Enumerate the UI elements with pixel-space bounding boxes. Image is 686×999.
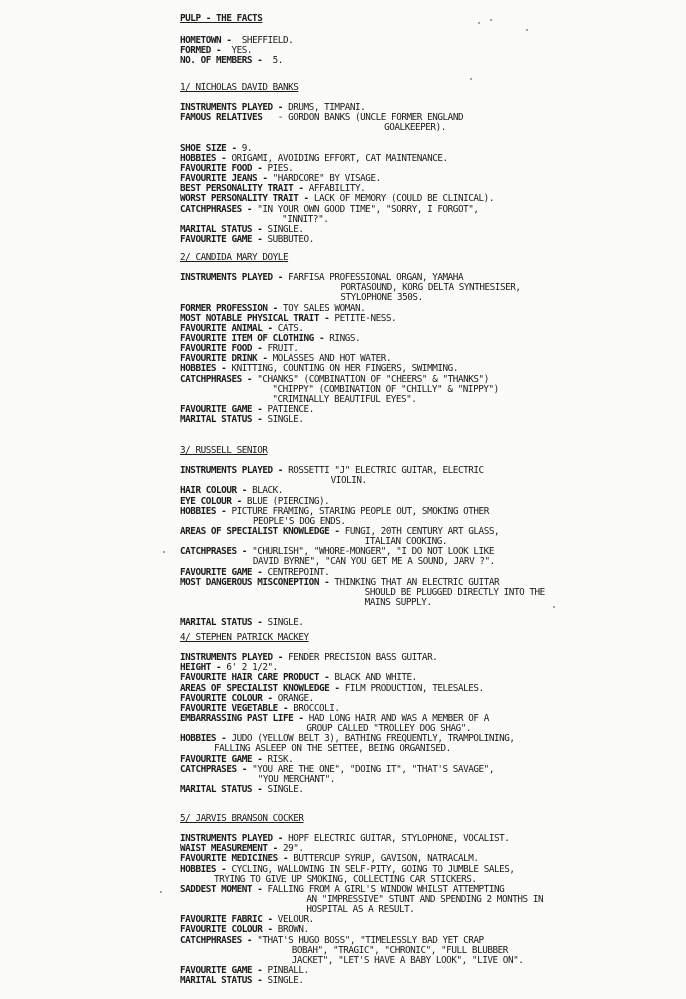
field-value: BUTTERCUP SYRUP, GAVISON, NATRACALM. <box>293 853 479 865</box>
member-section-2 <box>180 253 680 425</box>
field-value: VIOLIN. <box>330 475 367 487</box>
field-label: FAVOURITE COLOUR - <box>180 692 278 704</box>
field-value: SINGLE. <box>267 975 304 987</box>
field-label: FAVOURITE FABRIC - <box>180 914 278 926</box>
field-label: FAVOURITE GAME - <box>180 403 268 415</box>
member-fact-line <box>180 765 680 775</box>
field-label: CATCHPHRASES - <box>180 203 258 215</box>
field-label: INSTRUMENTS PLAYED - <box>180 102 289 114</box>
field-label: INSTRUMENTS PLAYED - <box>180 833 289 845</box>
field-value: SINGLE. <box>267 783 304 795</box>
field-value: SINGLE. <box>267 414 304 426</box>
field-value: BLACK. <box>252 485 283 497</box>
field-value: BOBAH", "TRAGIC", "CHRONIC", "FULL BLUBBER <box>291 944 508 956</box>
member-fact-line <box>180 895 680 905</box>
field-value: PICTURE FRAMING, STARING PEOPLE OUT, SMOKING OTHER <box>231 505 489 517</box>
field-label: FAVOURITE GAME - <box>180 566 268 578</box>
field-value: HOPF ELECTRIC GUITAR, STYLOPHONE, VOCALIST. <box>288 833 510 845</box>
field-value: GOALKEEPER). <box>384 122 446 134</box>
field-value: TOY SALES WOMAN. <box>282 302 366 314</box>
member-fact-line <box>180 205 680 215</box>
field-label: CATCHPHRASES - <box>180 934 258 946</box>
field-value: CYCLING, WALLOWING IN SELF-PITY, GOING TO JUMBLE SALES, <box>231 863 515 875</box>
field-value: "HARDCORE" BY VISAGE. <box>272 173 381 185</box>
field-value: SUBBUTEO. <box>267 233 314 245</box>
field-value: "YOU MERCHANT". <box>257 773 335 785</box>
field-label: EYE COLOUR - <box>180 495 247 507</box>
field-label: FAVOURITE GAME - <box>180 233 268 245</box>
field-label: FAVOURITE JEANS - <box>180 173 273 185</box>
field-value: RISK. <box>267 753 294 765</box>
scan-speck <box>163 551 165 553</box>
field-value: AFFABILITY. <box>308 183 366 195</box>
field-value: "INNIT?". <box>282 213 329 225</box>
field-label: FAVOURITE VEGETABLE - <box>180 702 294 714</box>
fact-line <box>180 36 680 46</box>
field-value: ROSSETTI "J" ELECTRIC GUITAR, ELECTRIC <box>288 465 484 477</box>
field-label: FAVOURITE HAIR CARE PRODUCT - <box>180 672 335 684</box>
field-value: AN "IMPRESSIVE" STUNT AND SPENDING 2 MONTHS IN <box>306 893 544 905</box>
field-label: FAVOURITE DRINK - <box>180 353 273 365</box>
field-value: FENDER PRECISION BASS GUITAR. <box>288 652 438 664</box>
scan-speck <box>526 29 528 31</box>
field-value: STYLOPHONE 350S. <box>340 292 423 304</box>
field-value: RINGS. <box>329 332 361 344</box>
field-label: FAVOURITE ITEM OF CLOTHING - <box>180 332 330 344</box>
field-value: MAINS SUPPLY. <box>364 596 432 608</box>
member-fact-line <box>180 134 680 144</box>
field-label: FORMER PROFESSION - <box>180 302 283 314</box>
member-fact-line <box>180 283 680 293</box>
field-value: "YOU ARE THE ONE", "DOING IT", "THAT'S SAVAGE", <box>252 763 494 775</box>
field-value: FUNGI, 20TH CENTURY ART GLASS, <box>344 525 500 537</box>
field-value: FRUIT. <box>267 343 299 355</box>
field-label: INSTRUMENTS PLAYED - <box>180 465 289 477</box>
field-label: FORMED - <box>180 45 227 57</box>
field-label: AREAS OF SPECIALIST KNOWLEDGE - <box>180 682 345 694</box>
field-value: "THAT'S HUGO BOSS", "TIMELESSLY BAD YET CRAP <box>257 934 484 946</box>
field-value: KNITTING, COUNTING ON HER FINGERS, SWIMMING. <box>231 363 458 375</box>
field-label: MOST DANGEROUS MISCONEPTION - <box>180 576 335 588</box>
field-value: JACKET", "LET'S HAVE A BABY LOOK", "LIVE ON". <box>291 954 524 966</box>
member-fact-line <box>180 123 680 133</box>
field-value: FALLING ASLEEP ON THE SETTEE, BEING ORGANISED. <box>214 743 451 755</box>
field-value: 9. <box>241 142 253 154</box>
field-value: - GORDON BANKS (UNCLE FORMER ENGLAND <box>267 112 464 124</box>
field-value: BLACK AND WHITE. <box>334 672 417 684</box>
field-label: SADDEST MOMENT - <box>180 883 268 895</box>
member-fact-line <box>180 598 680 608</box>
field-value: "CHURLISH", "WHORE-MONGER", "I DO NOT LOOK LIKE <box>252 546 494 558</box>
field-value: ORIGAMI, AVOIDING EFFORT, CAT MAINTENANCE. <box>231 152 448 164</box>
document-header <box>180 14 680 24</box>
field-value: PETITE-NESS. <box>334 312 397 324</box>
member-heading: 3/ RUSSELL SENIOR <box>180 445 268 456</box>
scan-speck <box>160 891 162 893</box>
field-value: DRUMS, TIMPANI. <box>288 102 366 114</box>
member-fact-line <box>180 976 680 986</box>
field-value: YES. <box>226 45 253 57</box>
scan-speck <box>490 19 492 21</box>
member-heading: 5/ JARVIS BRANSON COCKER <box>180 813 304 824</box>
field-value: BROWN. <box>277 924 309 936</box>
field-value: GROUP CALLED "TROLLEY DOG SHAG". <box>306 723 472 735</box>
field-value: SHEFFIELD. <box>236 35 294 46</box>
field-label: HOBBIES - <box>180 505 232 517</box>
field-label: HEIGHT - <box>180 662 227 674</box>
field-label: BEST PERSONALITY TRAIT - <box>180 183 309 195</box>
field-label: HOBBIES - <box>180 363 232 375</box>
field-value: 5. <box>267 55 283 67</box>
fact-line <box>180 56 680 66</box>
field-value: ORANGE. <box>277 692 314 704</box>
field-label: MARITAL STATUS - <box>180 975 268 987</box>
field-value: BLUE (PIERCING). <box>246 495 330 507</box>
field-value: CENTREPOINT. <box>267 566 330 578</box>
field-label: MARITAL STATUS - <box>180 617 268 629</box>
field-value: "CRIMINALLY BEAUTIFUL EYES". <box>272 393 417 405</box>
field-label: MARITAL STATUS - <box>180 223 268 235</box>
field-label: HOBBIES - <box>180 863 232 875</box>
field-label: FAVOURITE GAME - <box>180 753 268 765</box>
field-label: HOBBIES - <box>180 733 232 745</box>
field-value: JUDO (YELLOW BELT 3), BATHING FREQUENTLY, TRAMPOLINING, <box>231 733 515 745</box>
field-label: EMBARRASSING PAST LIFE - <box>180 712 309 724</box>
field-label: CATCHPRASES - <box>180 546 253 558</box>
document-title: PULP - THE FACTS <box>180 13 263 24</box>
scan-speck <box>553 606 555 608</box>
field-label: FAVOURITE MEDICINES - <box>180 853 294 865</box>
member-fact-line <box>180 785 680 795</box>
member-section-1 <box>180 83 680 245</box>
field-value: SHOULD BE PLUGGED DIRECTLY INTO THE <box>364 586 545 598</box>
field-value: VELOUR. <box>277 914 314 926</box>
field-value: PEOPLE'S DOG ENDS. <box>252 515 346 527</box>
field-value: THINKING THAT AN ELECTRIC GUITAR <box>334 576 500 588</box>
member-fact-line <box>180 235 680 245</box>
field-label: FAVOURITE ANIMAL - <box>180 322 278 334</box>
band-facts <box>180 36 680 66</box>
field-value: LACK OF MEMORY (COULD BE CLINICAL). <box>313 193 494 205</box>
field-value: ITALIAN COOKING. <box>364 536 448 548</box>
field-label: INSTRUMENTS PLAYED - <box>180 652 289 664</box>
field-value: BROCCOLI. <box>293 702 340 714</box>
field-label: FAVOURITE COLOUR - <box>180 924 278 936</box>
field-label: FAVOURITE FOOD - <box>180 343 268 355</box>
field-label: INSTRUMENTS PLAYED - <box>180 272 289 284</box>
scan-speck <box>478 22 480 24</box>
field-value: TRYING TO GIVE UP SMOKING, COLLECTING CAR STICKERS. <box>214 873 477 885</box>
field-value: PIES. <box>267 162 294 174</box>
member-fact-line <box>180 415 680 425</box>
member-section-4 <box>180 633 680 795</box>
field-value: FILM PRODUCTION, TELESALES. <box>344 682 484 694</box>
member-fact-line <box>180 466 680 476</box>
field-label: FAVOURITE FOOD - <box>180 162 268 174</box>
field-label: FAMOUS RELATIVES <box>180 112 268 124</box>
field-label: HOMETOWN - <box>180 35 237 46</box>
field-value: HOSPITAL AS A RESULT. <box>306 904 415 916</box>
field-value: PATIENCE. <box>267 403 314 415</box>
member-fact-line <box>180 385 680 395</box>
field-value: 6' 2 1/2". <box>226 662 278 674</box>
field-value: PINBALL. <box>267 964 309 976</box>
field-label: NO. OF MEMBERS - <box>180 55 268 67</box>
member-heading: 4/ STEPHEN PATRICK MACKEY <box>180 632 309 643</box>
field-label: WORST PERSONALITY TRAIT - <box>180 193 314 205</box>
field-label: MOST NOTABLE PHYSICAL TRAIT - <box>180 312 335 324</box>
field-label: WAIST MEASUREMENT - <box>180 843 283 855</box>
field-value: FARFISA PROFESSIONAL ORGAN, YAMAHA <box>288 272 464 284</box>
field-label: FAVOURITE GAME - <box>180 964 268 976</box>
field-value: FALLING FROM A GIRL'S WINDOW WHILST ATTEMPTING <box>267 883 505 895</box>
field-label: CATCHPRASES - <box>180 763 253 775</box>
field-value: "CHANKS" (COMBINATION OF "CHEERS" & "THANKS") <box>257 373 489 385</box>
member-heading: 1/ NICHOLAS DAVID BANKS <box>180 82 299 93</box>
field-label: CATCHPHRASES - <box>180 373 258 385</box>
field-value: SINGLE. <box>267 617 304 629</box>
field-label: AREAS OF SPECIALIST KNOWLEDGE - <box>180 525 345 537</box>
field-value: SINGLE. <box>267 223 304 235</box>
field-value: "CHIPPY" (COMBINATION OF "CHILLY" & "NIPPY") <box>272 383 499 395</box>
field-label: MARITAL STATUS - <box>180 414 268 426</box>
field-label: HOBBIES - <box>180 152 232 164</box>
field-value: PORTASOUND, KORG DELTA SYNTHESISER, <box>340 282 521 294</box>
field-label: SHOE SIZE - <box>180 142 242 154</box>
member-fact-line <box>180 618 680 628</box>
field-value: HAD LONG HAIR AND WAS A MEMBER OF A <box>308 712 489 724</box>
field-label: HAIR COLOUR - <box>180 485 253 497</box>
field-value: 29". <box>282 843 304 855</box>
field-value: DAVID BYRNE", "CAN YOU GET ME A SOUND, JARV ?". <box>252 556 495 568</box>
member-heading: 2/ CANDIDA MARY DOYLE <box>180 252 289 263</box>
member-section-5 <box>180 814 680 986</box>
field-label: MARITAL STATUS - <box>180 783 268 795</box>
field-value: MOLASSES AND HOT WATER. <box>272 353 392 365</box>
member-section-3 <box>180 446 680 628</box>
field-value: CATS. <box>277 322 304 334</box>
field-value: "IN YOUR OWN GOOD TIME", "SORRY, I FORGOT", <box>257 203 479 215</box>
scan-speck <box>470 78 472 80</box>
